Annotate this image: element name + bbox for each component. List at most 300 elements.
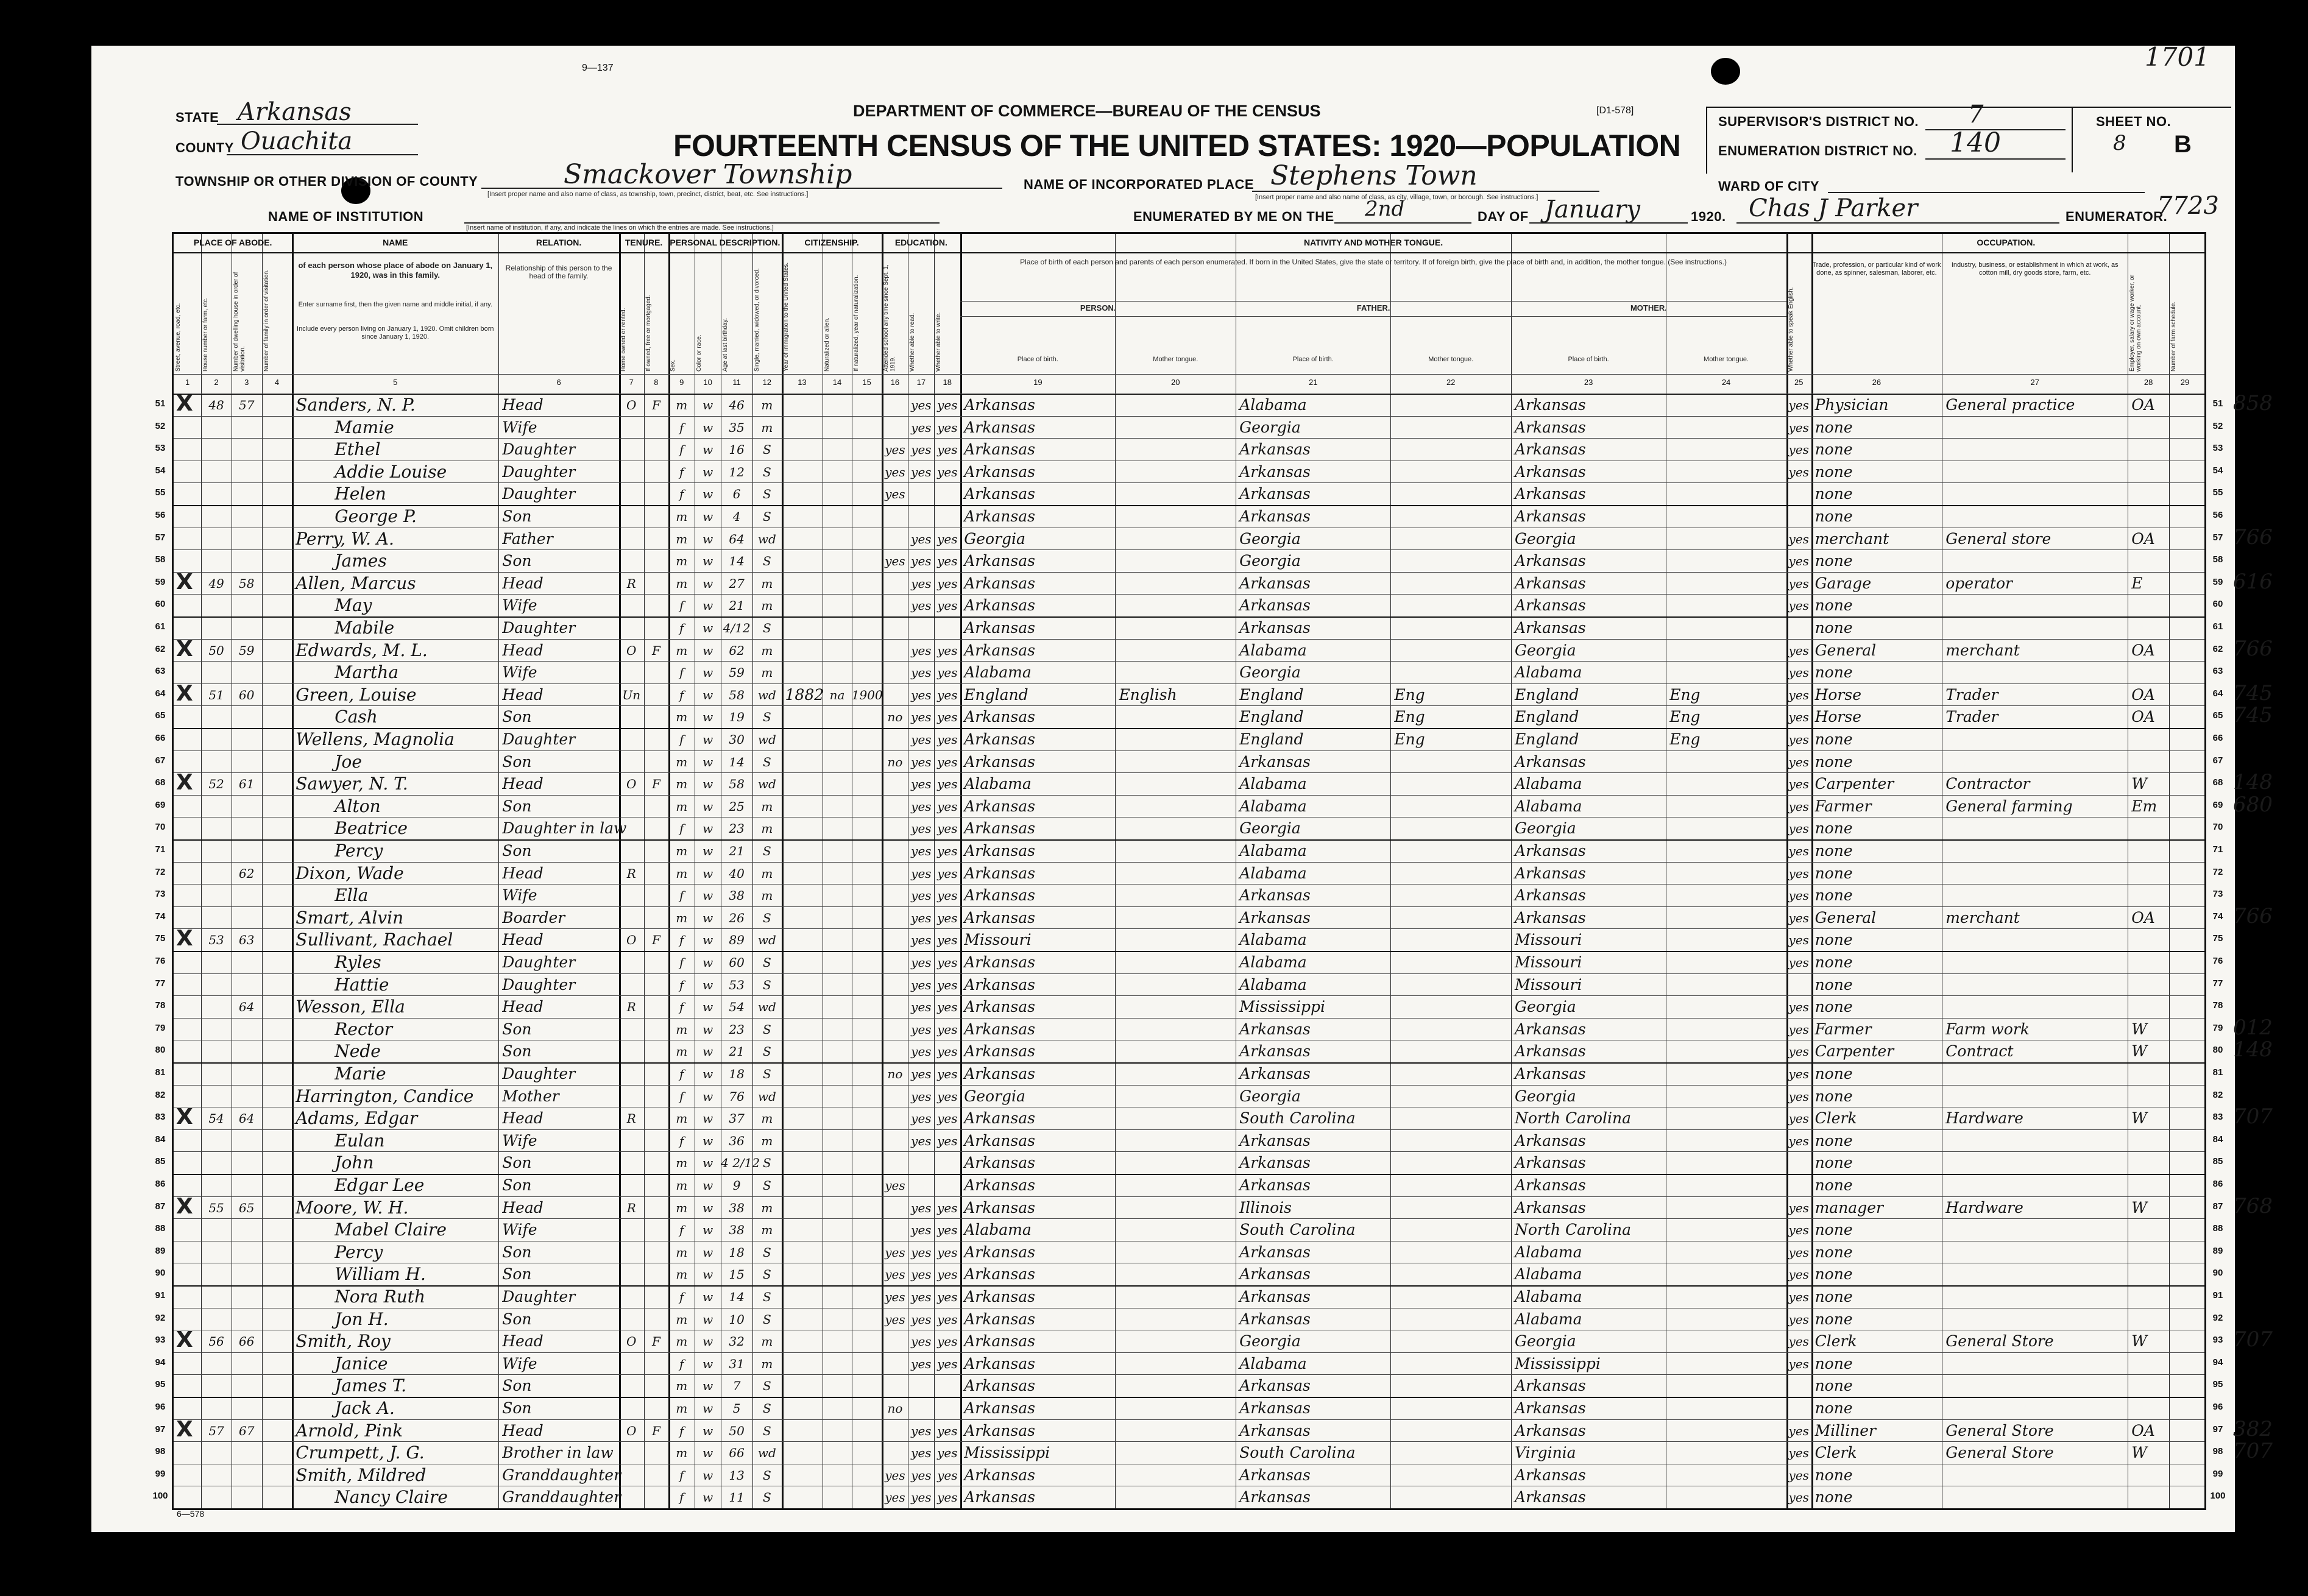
row-rule <box>174 1129 2204 1130</box>
row-rule <box>174 951 2204 952</box>
cell-race: w <box>703 888 713 903</box>
column-number: 13 <box>798 378 807 387</box>
row-number: 87 <box>2212 1201 2223 1212</box>
cell-name: Rector <box>335 1019 393 1039</box>
cell-eng: yes <box>1788 1290 1809 1304</box>
cell-fbp: Illinois <box>1239 1198 1292 1216</box>
cell-fbp: Alabama <box>1239 953 1307 971</box>
enumerated-mark: X <box>176 391 193 416</box>
cell-eng: yes <box>1788 888 1809 903</box>
cell-name: Joe <box>335 751 362 772</box>
vertical-column-header: Whether able to read. <box>909 312 916 372</box>
cell-fm: F <box>651 777 660 792</box>
cell-trade: Physician <box>1814 396 1889 414</box>
cell-wr: yes <box>937 1245 958 1260</box>
enumerated-label: ENUMERATED BY ME ON THE <box>1133 209 1334 224</box>
cell-wr: yes <box>937 1067 958 1081</box>
cell-trade: none <box>1814 1354 1853 1372</box>
cell-mbp: North Carolina <box>1515 1109 1632 1128</box>
group-label: PERSONAL DESCRIPTION. <box>670 238 781 247</box>
cell-fbp: Arkansas <box>1239 440 1311 459</box>
cell-trade: Horse <box>1814 708 1862 726</box>
column-number: 21 <box>1308 378 1318 387</box>
enumerator-label: ENUMERATOR. <box>2066 209 2168 224</box>
cell-name: Adams, Edgar <box>296 1108 418 1129</box>
row-rule <box>174 438 2204 439</box>
cell-age: 16 <box>729 442 745 457</box>
column-rule <box>292 234 294 1508</box>
cell-wr: yes <box>937 1044 958 1059</box>
row-rule <box>174 795 2204 796</box>
cell-emp: W <box>2131 1444 2147 1462</box>
column-rule <box>1115 234 1116 1508</box>
cell-wr: yes <box>937 710 958 725</box>
cell-sch: no <box>887 754 903 769</box>
cell-mt: English <box>1119 685 1177 704</box>
column-number: 1 <box>185 378 190 387</box>
cell-rel: Son <box>502 842 532 860</box>
row-rule <box>174 482 2204 483</box>
cell-wr: yes <box>937 732 958 747</box>
cell-bp: Arkansas <box>964 886 1035 905</box>
nativity-subgroup: MOTHER. <box>1630 303 1667 312</box>
column-rule <box>782 234 784 1508</box>
cell-fbp: Georgia <box>1239 552 1301 570</box>
cell-mbp: Arkansas <box>1515 1154 1586 1172</box>
column-number: 6 <box>556 378 561 387</box>
cell-trade: none <box>1814 998 1853 1016</box>
cell-own: Un <box>622 687 641 702</box>
cell-rd: yes <box>911 1356 932 1371</box>
vertical-column-header: Employer, salary or wage worker, or working on own account. <box>2129 275 2143 372</box>
cell-age: 19 <box>729 710 745 725</box>
cell-rel: Son <box>502 797 532 815</box>
cell-ms: S <box>762 710 771 725</box>
cell-wr: yes <box>937 1290 958 1304</box>
cell-wr: yes <box>937 1267 958 1282</box>
row-number: 95 <box>2212 1379 2223 1390</box>
cell-eng: yes <box>1788 1245 1809 1260</box>
cell-emp: OA <box>2131 396 2155 414</box>
cell-eng: yes <box>1788 732 1809 747</box>
enum-district-label: ENUMERATION DISTRICT NO. <box>1718 143 1917 158</box>
cell-house: 57 <box>208 1423 224 1438</box>
cell-age: 14 <box>729 1290 745 1304</box>
cell-ms: m <box>761 821 773 836</box>
cell-sex: f <box>679 732 684 747</box>
cell-fam: 64 <box>239 1000 255 1015</box>
nativity-rule <box>960 316 1786 317</box>
mother-tongue-header: Mother tongue. <box>1704 356 1749 363</box>
cell-wr: yes <box>937 754 958 769</box>
cell-fbp: England <box>1239 685 1304 704</box>
cell-ms: S <box>762 1379 771 1394</box>
cell-ms: m <box>761 1356 773 1371</box>
row-rule <box>174 639 2204 640</box>
cell-fam: 63 <box>239 933 255 948</box>
cell-bp: Arkansas <box>964 1288 1035 1305</box>
cell-mbp: Mississippi <box>1515 1354 1601 1372</box>
cell-trade: General <box>1814 908 1877 927</box>
cell-mbp: Alabama <box>1515 1310 1582 1328</box>
row-number: 60 <box>2212 599 2223 610</box>
cell-ms: wd <box>757 1000 776 1015</box>
row-number: 86 <box>2212 1179 2223 1189</box>
row-number: 97 <box>2212 1424 2223 1435</box>
county-value: Ouachita <box>241 127 353 155</box>
row-number: 74 <box>155 911 166 922</box>
cell-fam: 61 <box>239 777 255 792</box>
cell-ms: S <box>762 509 771 524</box>
day-label: DAY OF <box>1478 209 1529 224</box>
cell-rd: yes <box>911 1446 932 1461</box>
cell-house: 53 <box>208 933 224 948</box>
cell-name: Smart, Alvin <box>296 907 404 928</box>
row-number: 75 <box>2212 933 2223 944</box>
cell-rel: Wife <box>502 1221 537 1239</box>
cell-rel: Son <box>502 1154 532 1172</box>
cell-wr: yes <box>937 955 958 970</box>
cell-trade: manager <box>1814 1198 1883 1216</box>
cell-eng: yes <box>1788 420 1809 435</box>
cell-rel: Son <box>502 708 532 726</box>
cell-race: w <box>703 1156 713 1171</box>
column-rule <box>644 234 645 1508</box>
industry-header: Industry, business, or establishment in which at work, as cotton mill, dry goods store, farm, etc. <box>1951 261 2119 277</box>
margin-code: 766 <box>2233 524 2273 549</box>
cell-rel: Head <box>502 1421 543 1439</box>
cell-name: Martha <box>335 662 399 683</box>
cell-fbp: England <box>1239 708 1304 726</box>
margin-code: 148 <box>2233 770 2273 795</box>
cell-fam: 66 <box>239 1334 255 1349</box>
place-of-birth-header: Place of birth. <box>1292 356 1334 363</box>
column-rule <box>201 234 202 1508</box>
vertical-column-header: Whether able to speak English. <box>1787 287 1794 372</box>
vertical-column-header: If naturalized, year of naturalization. <box>852 275 860 372</box>
cell-race: w <box>703 1467 713 1483</box>
column-number: 3 <box>244 378 249 387</box>
institution-note: [Insert name of institution, if any, and indicate the lines on which the entries are made. See instructions.] <box>466 224 774 231</box>
column-number: 10 <box>703 378 712 387</box>
cell-name: Smith, Mildred <box>296 1464 427 1485</box>
cell-name: Hattie <box>335 974 389 995</box>
cell-sex: m <box>676 799 688 814</box>
cell-race: w <box>703 1111 713 1126</box>
cell-trade: none <box>1814 1087 1853 1105</box>
row-number: 82 <box>155 1089 166 1100</box>
row-number: 98 <box>155 1446 166 1457</box>
cell-emp: OA <box>2131 685 2155 704</box>
vertical-column-header: Home owned or rented. <box>620 308 627 372</box>
cell-own: O <box>626 398 637 412</box>
cell-wr: yes <box>937 1111 958 1126</box>
cell-name: Mamie <box>335 417 394 437</box>
cell-age: 21 <box>729 598 745 613</box>
row-number: 85 <box>155 1156 166 1167</box>
margin-code: 766 <box>2233 903 2273 928</box>
row-number: 95 <box>155 1379 166 1390</box>
cell-wr: yes <box>937 598 958 613</box>
cell-eng: yes <box>1788 1067 1809 1081</box>
cell-eng: yes <box>1788 1490 1809 1505</box>
column-number: 22 <box>1446 378 1456 387</box>
cell-ind: merchant <box>1945 908 2020 927</box>
cell-own: O <box>626 1423 637 1438</box>
cell-house: 54 <box>208 1111 224 1126</box>
cell-rd: yes <box>911 933 932 948</box>
row-number: 67 <box>2212 755 2223 766</box>
cell-sex: m <box>676 1156 688 1171</box>
cell-rd: yes <box>911 1000 932 1015</box>
row-number: 51 <box>155 398 166 409</box>
cell-sex: m <box>676 531 688 546</box>
row-number: 62 <box>155 643 166 654</box>
cell-sex: f <box>679 665 684 680</box>
cell-fbp: Arkansas <box>1239 619 1311 637</box>
cell-mbp: Arkansas <box>1515 574 1586 592</box>
cell-house: 52 <box>208 777 224 792</box>
cell-rel: Brother in law <box>502 1444 614 1462</box>
cell-emp: W <box>2131 1020 2147 1038</box>
cell-rel: Wife <box>502 1354 537 1372</box>
cell-age: 89 <box>729 933 745 948</box>
row-number: 87 <box>155 1201 166 1212</box>
cell-trade: Milliner <box>1814 1421 1877 1439</box>
cell-rd: yes <box>911 1245 932 1260</box>
row-number: 60 <box>155 599 166 610</box>
cell-wr: yes <box>937 1133 958 1148</box>
cell-nat: na <box>829 687 845 702</box>
cell-race: w <box>703 1245 713 1260</box>
cell-ms: m <box>761 1133 773 1148</box>
cell-mbp: Georgia <box>1515 998 1576 1016</box>
cell-fbp: Arkansas <box>1239 1243 1311 1261</box>
cell-rel: Head <box>502 1198 543 1216</box>
enumerated-mark: X <box>176 770 193 796</box>
cell-ms: S <box>762 1022 771 1037</box>
cell-ms: wd <box>757 1446 776 1461</box>
margin-code: 766 <box>2233 636 2273 661</box>
cell-fbp: South Carolina <box>1239 1221 1356 1239</box>
cell-fbp: Georgia <box>1239 819 1301 838</box>
cell-age: 18 <box>729 1245 745 1260</box>
cell-bp: Arkansas <box>964 1466 1035 1484</box>
cell-name: Beatrice <box>335 818 408 839</box>
cell-ms: m <box>761 420 773 435</box>
row-rule <box>174 505 2204 506</box>
cell-age: 30 <box>729 732 745 747</box>
cell-race: w <box>703 1334 713 1349</box>
cell-race: w <box>703 1133 713 1148</box>
cell-rd: yes <box>911 643 932 658</box>
cell-sex: m <box>676 1044 688 1059</box>
cell-trade: none <box>1814 1265 1853 1284</box>
cell-age: 64 <box>729 531 745 546</box>
cell-race: w <box>703 977 713 992</box>
cell-fm: F <box>651 1334 660 1349</box>
row-number: 79 <box>155 1022 166 1033</box>
nativity-note: Place of birth of each person and parents of each person enumerated. If born in the United States, give the state or territory. If of foreign birth, give the place of birth and, in addition, the mother tongue. (See instructions.) <box>1020 258 1727 266</box>
row-number: 85 <box>2212 1156 2223 1167</box>
form-number: 9—137 <box>582 63 614 73</box>
row-rule <box>174 995 2204 996</box>
supervisor-label: SUPERVISOR'S DISTRICT NO. <box>1718 114 1919 129</box>
cell-wr: yes <box>937 554 958 569</box>
cell-wr: yes <box>937 665 958 680</box>
incorporated-value: Stephens Town <box>1270 160 1478 191</box>
cell-mbp: Missouri <box>1515 931 1582 949</box>
place-of-birth-header: Place of birth. <box>1568 356 1609 363</box>
row-rule <box>174 1218 2204 1219</box>
year-label: 1920. <box>1691 209 1726 224</box>
cell-own: R <box>626 1200 636 1215</box>
cell-age: 27 <box>729 576 745 591</box>
row-number: 56 <box>155 510 166 520</box>
cell-age: 38 <box>729 888 745 903</box>
cell-rd: yes <box>911 1200 932 1215</box>
margin-code: 382 <box>2233 1416 2273 1441</box>
cell-trade: none <box>1814 1488 1853 1506</box>
row-number: 98 <box>2212 1446 2223 1457</box>
cell-trade: Clerk <box>1814 1444 1857 1462</box>
cell-sex: f <box>679 1133 684 1148</box>
cell-sex: f <box>679 1000 684 1015</box>
row-number: 82 <box>2212 1089 2223 1100</box>
cell-bp: Arkansas <box>964 1020 1035 1038</box>
row-number: 88 <box>2212 1223 2223 1234</box>
enumerated-mark: X <box>176 1327 193 1353</box>
cell-rel: Daughter <box>502 953 576 971</box>
cell-sch: no <box>887 710 903 725</box>
cell-age: 50 <box>729 1423 745 1438</box>
cell-age: 23 <box>729 821 745 836</box>
column-number: 2 <box>214 378 219 387</box>
cell-bp: Arkansas <box>964 998 1035 1016</box>
vertical-column-header: Naturalized or alien. <box>824 317 831 372</box>
cell-bp: Arkansas <box>964 752 1035 771</box>
cell-name: Nede <box>335 1041 381 1062</box>
row-number: 61 <box>2212 621 2223 632</box>
cell-bp: Arkansas <box>964 1399 1035 1417</box>
cell-name: Arnold, Pink <box>296 1420 403 1441</box>
cell-wr: yes <box>937 933 958 948</box>
cell-rel: Wife <box>502 886 537 905</box>
cell-race: w <box>703 1379 713 1394</box>
cell-bp: Arkansas <box>964 1065 1035 1082</box>
cell-rd: yes <box>911 777 932 792</box>
cell-eng: yes <box>1788 665 1809 680</box>
cell-fbp: Arkansas <box>1239 1020 1311 1038</box>
enumerated-mark: X <box>176 1104 193 1130</box>
cell-bp: Arkansas <box>964 730 1035 748</box>
row-number: 70 <box>2212 822 2223 833</box>
row-number: 90 <box>155 1268 166 1279</box>
group-label: OCCUPATION. <box>1977 238 2036 247</box>
cell-rd: yes <box>911 398 932 412</box>
cell-rel: Son <box>502 1265 532 1284</box>
cell-age: 14 <box>729 754 745 769</box>
incorporated-label: NAME OF INCORPORATED PLACE <box>1024 177 1255 192</box>
cell-race: w <box>703 1067 713 1081</box>
column-rule <box>1511 234 1512 1508</box>
cell-name: Dixon, Wade <box>296 863 404 883</box>
column-number: 4 <box>274 378 280 387</box>
cell-age: 11 <box>729 1490 745 1505</box>
cell-race: w <box>703 1356 713 1371</box>
cell-name: Ella <box>335 885 369 906</box>
vertical-column-header: Age at last birthday. <box>722 318 729 372</box>
cell-eng: yes <box>1788 1423 1809 1438</box>
cell-sex: m <box>676 1446 688 1461</box>
cell-eng: yes <box>1788 933 1809 948</box>
cell-sch: yes <box>885 1312 905 1327</box>
cell-sex: f <box>679 1223 684 1238</box>
cell-race: w <box>703 955 713 970</box>
cell-fbp: Alabama <box>1239 931 1307 949</box>
cell-ms: S <box>762 1312 771 1327</box>
column-rule <box>2169 234 2170 1508</box>
vertical-column-header: Year of immigration to the United States. <box>782 262 790 372</box>
census-grid <box>152 232 2273 1510</box>
cell-mbp: Arkansas <box>1515 1065 1586 1082</box>
cell-rel: Wife <box>502 596 537 615</box>
cell-name: Cash <box>335 707 378 727</box>
cell-mbp: Arkansas <box>1515 485 1586 503</box>
cell-ms: S <box>762 1490 771 1505</box>
cell-rd: yes <box>911 1467 932 1483</box>
cell-fmt: Eng <box>1394 708 1425 726</box>
cell-race: w <box>703 1312 713 1327</box>
column-number: 11 <box>732 378 741 387</box>
row-number: 76 <box>155 956 166 966</box>
nativity-subgroup: PERSON. <box>1080 303 1116 312</box>
cell-own: R <box>626 1111 636 1126</box>
form-code: [D1-578] <box>1596 105 1634 116</box>
cell-age: 10 <box>729 1312 745 1327</box>
column-number: 17 <box>916 378 926 387</box>
punch-hole <box>1711 58 1740 85</box>
cell-fbp: England <box>1239 730 1304 748</box>
cell-rd: yes <box>911 576 932 591</box>
column-number: 7 <box>629 378 634 387</box>
cell-name: Percy <box>335 841 383 861</box>
cell-rd: yes <box>911 687 932 702</box>
margin-code: 745 <box>2233 703 2273 728</box>
cell-sch: yes <box>885 1178 905 1193</box>
cell-age: 9 <box>732 1178 741 1193</box>
cell-race: w <box>703 710 713 725</box>
row-number: 77 <box>2212 978 2223 989</box>
row-rule <box>174 416 2204 417</box>
cell-rel: Head <box>502 1109 543 1128</box>
cell-eng: yes <box>1788 1267 1809 1282</box>
cell-rd: yes <box>911 977 932 992</box>
cell-emp: OA <box>2131 1421 2155 1439</box>
cell-wr: yes <box>937 910 958 925</box>
day-value: 2nd <box>1365 197 1405 221</box>
cell-wr: yes <box>937 1334 958 1349</box>
row-number: 53 <box>155 443 166 454</box>
cell-eng: yes <box>1788 643 1809 658</box>
cell-race: w <box>703 1423 713 1438</box>
cell-ind: General Store <box>1945 1421 2054 1439</box>
cell-fbp: Arkansas <box>1239 1265 1311 1284</box>
cell-trade: none <box>1814 663 1853 682</box>
cell-eng: yes <box>1788 531 1809 546</box>
enumerated-mark: X <box>176 569 193 595</box>
cell-sex: f <box>679 621 684 635</box>
